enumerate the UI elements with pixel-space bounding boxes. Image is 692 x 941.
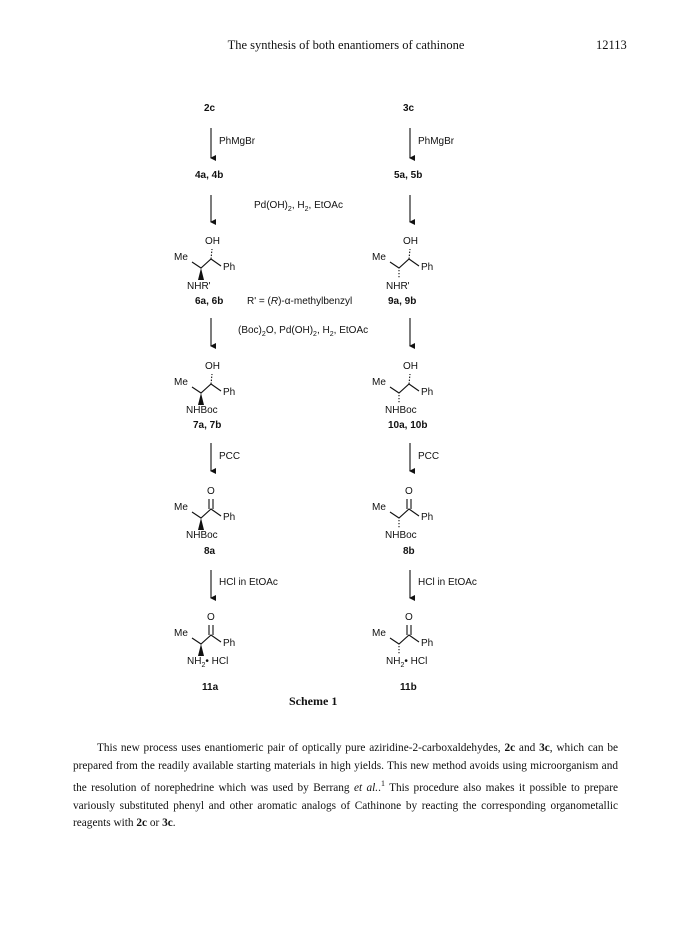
page-number: 12113	[596, 38, 627, 52]
atom-me-7a: Me	[174, 377, 188, 388]
reagent-pcc-right: PCC	[418, 451, 440, 462]
reagent-boc-protection: $(Boc)_2O$, $Pd(OH)_2$, $H_2$, EtOAc	[238, 325, 369, 338]
reagent-grignard-right: PhMgBr	[418, 136, 455, 147]
compound-11a-label: 11a	[202, 682, 219, 693]
running-title: The synthesis of both enantiomers of cathinone	[227, 38, 465, 52]
reagent-hcl-left: HCl in EtOAc	[219, 577, 278, 588]
reagent-grignard-left: PhMgBr	[219, 136, 256, 147]
bonds-11b	[390, 635, 419, 644]
group-nhboc-8b: NHBoc	[385, 530, 417, 541]
compound-6-label: 6a, 6b	[195, 296, 224, 307]
compound-8b-label: 8b	[403, 546, 415, 557]
atom-oh-9a: OH	[403, 236, 418, 247]
atom-ph-11a: Ph	[223, 638, 236, 649]
atom-oh-10a: OH	[403, 361, 418, 372]
atom-o-8b: O	[405, 486, 413, 497]
compound-9-label: 9a, 9b	[388, 296, 417, 307]
compound-4-label: 4a, 4b	[195, 170, 224, 181]
atom-oh-7a: OH	[205, 361, 220, 372]
reagent-hcl-right: HCl in EtOAc	[418, 577, 477, 588]
atom-me-11b: Me	[372, 628, 386, 639]
group-nh2hcl-11b: $NH_2•$ HCl	[386, 656, 428, 669]
compound-11b-label: 11b	[400, 682, 417, 693]
atom-ph-10a: Ph	[421, 387, 434, 398]
reagent-hydrogenolysis: $Pd(OH)_2$, $H_2$, EtOAc	[254, 200, 343, 213]
group-nh2hcl-11a: $NH_2•$ HCl	[187, 656, 229, 669]
reference-marker: 1	[380, 779, 385, 789]
group-nhboc-7a: NHBoc	[186, 405, 218, 416]
atom-ph-11b: Ph	[421, 638, 434, 649]
atom-me-6a: Me	[174, 252, 188, 263]
atom-ph-8b: Ph	[421, 512, 434, 523]
atom-me-8b: Me	[372, 502, 386, 513]
reagent-pcc-left: PCC	[219, 451, 241, 462]
atom-me-10a: Me	[372, 377, 386, 388]
body-paragraph: This new process uses enantiomeric pair of optically pure aziridine-2-carboxaldehydes, 2c and 3c, which can be prepared from the readily available starting materials in high yields. This new method avoids using microorganism and the resolution of norephedrine which was used by Berrang et al..$^1$ This procedure also makes it possible to prepare variously substituted phenyl and other aromatic analogs of Cathinone by reacting the corresponding organometallic reagents with 2c or 3c.	[73, 742, 618, 830]
atom-me-9a: Me	[372, 252, 386, 263]
atom-oh-6a: OH	[205, 236, 220, 247]
compound-2c-label: 2c	[204, 103, 216, 114]
atom-o-11a: O	[207, 612, 215, 623]
atom-o-11b: O	[405, 612, 413, 623]
atom-me-8a: Me	[174, 502, 188, 513]
bonds-8a	[192, 509, 221, 518]
bonds-10a	[390, 384, 419, 393]
atom-o-8a: O	[207, 486, 215, 497]
bonds-6a	[192, 259, 221, 268]
atom-ph-6a: Ph	[223, 262, 236, 273]
bonds-8b	[390, 509, 419, 518]
group-nhboc-10a: NHBoc	[385, 405, 417, 416]
compound-8a-label: 8a	[204, 546, 216, 557]
atom-ph-9a: Ph	[421, 262, 434, 273]
atom-me-11a: Me	[174, 628, 188, 639]
group-nhboc-8a: NHBoc	[186, 530, 218, 541]
compound-7-label: 7a, 7b	[193, 420, 222, 431]
group-nhr-9a: NHR'	[386, 281, 410, 292]
atom-ph-7a: Ph	[223, 387, 236, 398]
bonds-7a	[192, 384, 221, 393]
compound-5-label: 5a, 5b	[394, 170, 423, 181]
bonds-11a	[192, 635, 221, 644]
compound-3c-label: 3c	[403, 103, 415, 114]
atom-ph-8a: Ph	[223, 512, 236, 523]
r-definition: R' = (R)-α-methylbenzyl	[247, 296, 353, 307]
compound-10-label: 10a, 10b	[388, 420, 428, 431]
scheme-caption: Scheme 1	[289, 694, 338, 708]
bonds-9a	[390, 259, 419, 268]
group-nhr-6a: NHR'	[187, 281, 211, 292]
